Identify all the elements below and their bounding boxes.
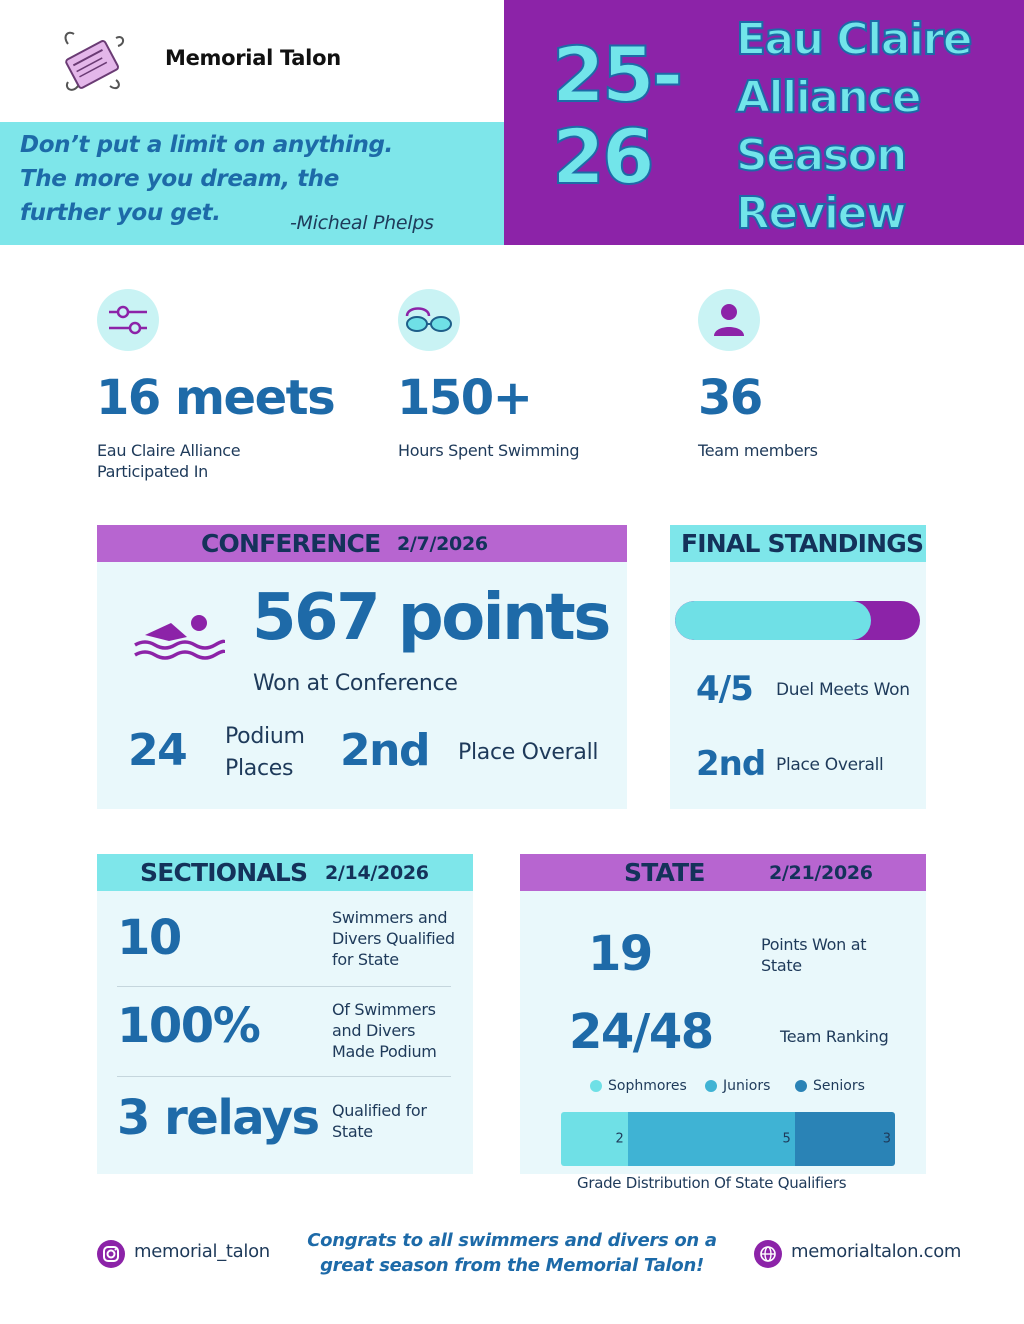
state-title: STATE	[624, 858, 705, 887]
sectionals-label: Swimmers and Divers Qualified for State	[332, 908, 455, 969]
standings-progress-fill	[675, 601, 871, 640]
quote-line: further you get.	[20, 200, 221, 226]
state-rank-label: Team Ranking	[780, 1027, 889, 1046]
talon-newspaper-logo	[58, 26, 128, 98]
brand-name: Memorial Talon	[165, 46, 341, 70]
legend-label: Sophmores	[608, 1078, 687, 1094]
person-icon	[698, 289, 760, 351]
final-place-label: Place Overall	[776, 755, 884, 775]
state-date: 2/21/2026	[769, 861, 873, 884]
website-link[interactable]: memorialtalon.com	[791, 1241, 962, 1262]
legend-item	[795, 1078, 865, 1094]
sectionals-date: 2/14/2026	[325, 861, 429, 884]
season-year-top: 25-	[552, 30, 681, 119]
conference-panel	[97, 525, 627, 809]
legend-swatch	[795, 1080, 807, 1092]
podium-value: 24	[128, 725, 187, 776]
stat-label: Eau Claire Alliance Participated In	[97, 441, 241, 481]
quote-author: -Micheal Phelps	[290, 212, 434, 234]
conference-points: 567 points	[252, 581, 609, 655]
conference-points-label: Won at Conference	[253, 671, 458, 696]
legend-label: Seniors	[813, 1078, 865, 1094]
page-title-line: Eau Claire	[736, 14, 972, 65]
instagram-icon[interactable]	[97, 1240, 125, 1272]
podium-label: Places	[225, 756, 294, 781]
quote-line: Don’t put a limit on anything.	[20, 132, 393, 158]
final-standings-title: FINAL STANDINGS	[681, 529, 924, 558]
quote-line: The more you dream, the	[20, 166, 339, 192]
conference-place-value: 2nd	[340, 725, 429, 776]
sectionals-panel	[97, 854, 473, 1174]
podium-label: Podium	[225, 724, 305, 749]
state-panel	[520, 854, 926, 1174]
final-standings-panel	[670, 525, 926, 809]
state-points-value: 19	[588, 926, 652, 982]
sectionals-label: Qualified for State	[332, 1101, 427, 1141]
chart-caption: Grade Distribution Of State Qualifiers	[577, 1174, 847, 1192]
sectionals-value: 100%	[117, 998, 260, 1054]
state-points-label: Points Won at State	[761, 935, 867, 975]
instagram-handle[interactable]: memorial_talon	[134, 1241, 270, 1262]
stat-value: 36	[698, 370, 762, 426]
season-year-bottom: 26	[552, 112, 652, 201]
globe-icon[interactable]	[754, 1240, 782, 1272]
conference-date: 2/7/2026	[397, 532, 488, 555]
stat-value: 16 meets	[96, 370, 335, 426]
page-title-line: Review	[736, 188, 905, 239]
page-title-line: Season	[736, 130, 906, 181]
sectionals-value: 10	[117, 910, 181, 966]
state-rank-value: 24/48	[569, 1004, 713, 1060]
stat-label: Team members	[698, 441, 818, 460]
legend-item	[590, 1078, 687, 1094]
bar-segment-sophmores	[561, 1112, 628, 1166]
divider	[117, 986, 451, 987]
conference-header	[97, 525, 627, 562]
bar-value-label: 2	[615, 1131, 624, 1147]
goggles-icon	[398, 289, 460, 351]
duel-meets-label: Duel Meets Won	[776, 680, 910, 700]
legend-item	[705, 1078, 770, 1094]
standings-progress-bar	[675, 601, 920, 640]
swimmer-icon	[131, 611, 225, 665]
bar-segment-seniors	[795, 1112, 895, 1166]
conference-place-label: Place Overall	[458, 740, 599, 765]
duel-meets-value: 4/5	[696, 669, 753, 709]
page-title-line: Alliance	[736, 72, 921, 123]
conference-title: CONFERENCE	[201, 529, 381, 558]
divider	[117, 1076, 451, 1077]
legend-label: Juniors	[723, 1078, 771, 1094]
stat-label: Hours Spent Swimming	[398, 441, 580, 460]
bar-segment-juniors	[628, 1112, 795, 1166]
stat-value: 150+	[397, 370, 532, 426]
bar-value-label: 3	[882, 1131, 891, 1147]
sliders-icon	[97, 289, 159, 351]
legend-swatch	[590, 1080, 602, 1092]
final-standings-header	[670, 525, 926, 562]
sectionals-title: SECTIONALS	[140, 858, 308, 887]
sectionals-header	[97, 854, 473, 891]
sectionals-value: 3 relays	[117, 1090, 319, 1146]
grade-distribution-bar	[561, 1112, 895, 1166]
legend-swatch	[705, 1080, 717, 1092]
footer-message: Congrats to all swimmers and divers on a great season from the Memorial Talon!	[307, 1230, 717, 1276]
bar-value-label: 5	[782, 1131, 791, 1147]
final-place-value: 2nd	[696, 744, 766, 784]
state-header	[520, 854, 926, 891]
sectionals-label: Of Swimmers and Divers Made Podium	[332, 1000, 437, 1061]
